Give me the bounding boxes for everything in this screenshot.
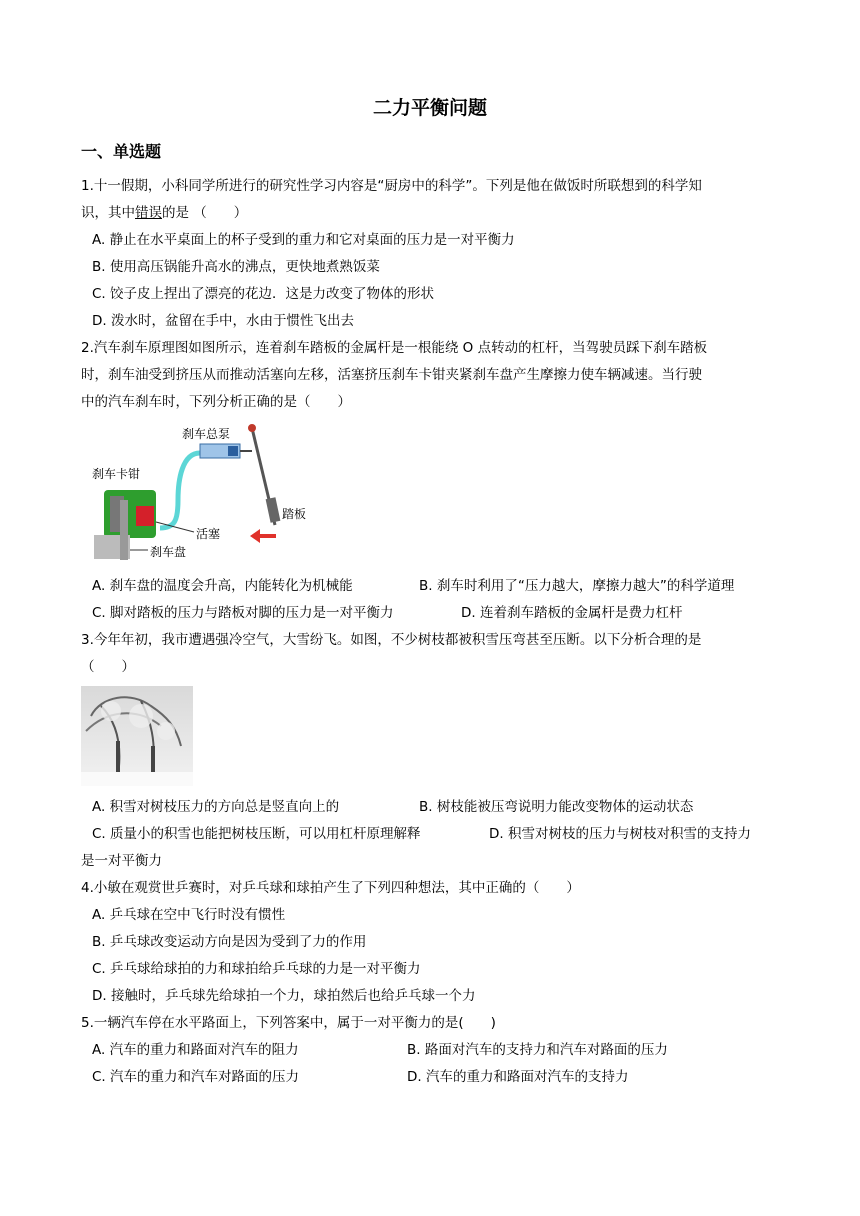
q3-stem-line1: 3.今年年初，我市遭遇强冷空气，大雪纷飞。如图，不少树枝都被积雪压弯甚至压断。以下分析合理的是 [81, 632, 702, 648]
label-pedal: 踏板 [282, 507, 307, 521]
q4-option-a: A. 乒乓球在空中飞行时没有惯性 [92, 907, 286, 923]
q2-stem-line1: 2.汽车刹车原理图如图所示，连着刹车踏板的金属杆是一根能绕 O 点转动的杠杆，当驾驶员踩下刹车踏板 [81, 340, 708, 356]
brake-diagram [90, 420, 330, 565]
pedal-plate [266, 497, 281, 523]
q3-option-c: C. 质量小的积雪也能把树枝压断，可以用杠杆原理解释 [92, 826, 421, 842]
label-piston: 活塞 [196, 527, 221, 541]
q2-option-b: B. 刹车时利用了“压力越大，摩擦力越大”的科学道理 [419, 578, 735, 594]
snow-clump-3 [157, 722, 175, 740]
q4-option-c: C. 乒乓球给球拍的力和球拍给乒乓球的力是一对平衡力 [92, 961, 421, 977]
q3-option-d: D. 积雪对树枝的压力与树枝对积雪的支持力 [489, 826, 751, 842]
q3-option-b: B. 树枝能被压弯说明力能改变物体的运动状态 [419, 799, 694, 815]
q5-stem: 5.一辆汽车停在水平路面上，下列答案中，属于一对平衡力的是( ) [81, 1015, 496, 1031]
q1-option-b: B. 使用高压锅能升高水的沸点，更快地煮熟饭菜 [92, 259, 380, 275]
page-title: 二力平衡问题 [372, 97, 487, 119]
snow-clump-2 [129, 704, 153, 728]
q3-stem-line2: （ ） [81, 659, 135, 675]
q5-option-b: B. 路面对汽车的支持力和汽车对路面的压力 [407, 1042, 668, 1058]
q5-option-d: D. 汽车的重力和路面对汽车的支持力 [407, 1069, 629, 1085]
pivot-point [248, 424, 256, 432]
q1-stem-underlined: 错误 [135, 205, 162, 221]
q1-stem-text-a: 识，其中 [81, 205, 135, 221]
q4-option-b: B. 乒乓球改变运动方向是因为受到了力的作用 [92, 934, 367, 950]
q2-stem-line3: 中的汽车刹车时，下列分析正确的是（ ） [81, 394, 351, 410]
q1-option-a: A. 静止在水平桌面上的杯子受到的重力和它对桌面的压力是一对平衡力 [92, 232, 515, 248]
snow-tree-photo [81, 686, 193, 786]
q2-stem-line2: 时，刹车油受到挤压从而推动活塞向左移，活塞挤压刹车卡钳夹紧刹车盘产生摩擦力使车辆减速。当行驶 [81, 367, 702, 383]
trunk-1 [116, 741, 120, 776]
q1-stem-line1: 1.十一假期，小科同学所进行的研究性学习内容是“厨房中的科学”。下列是他在做饭时所联想到的科学知 [81, 178, 702, 194]
q1-stem-text-b: 的是 （ ） [162, 205, 248, 221]
label-caliper: 刹车卡钳 [92, 467, 141, 481]
label-disc: 刹车盘 [150, 545, 187, 559]
force-arrow [250, 529, 276, 543]
q4-stem: 4.小敏在观赏世乒赛时，对乒乓球和球拍产生了下列四种想法，其中正确的（ ） [81, 880, 580, 896]
q2-option-d: D. 连着刹车踏板的金属杆是费力杠杆 [461, 605, 683, 621]
trunk-2 [151, 746, 155, 776]
snow-tree-svg [81, 686, 193, 786]
q2-option-a: A. 刹车盘的温度会升高，内能转化为机械能 [92, 578, 353, 594]
q5-option-a: A. 汽车的重力和路面对汽车的阻力 [92, 1042, 299, 1058]
brake-pump-end [228, 446, 238, 456]
q1-stem-line2 [81, 203, 247, 223]
q4-option-d: D. 接触时，乒乓球先给球拍一个力，球拍然后也给乒乓球一个力 [92, 988, 476, 1004]
piston [136, 506, 154, 526]
q3-option-a: A. 积雪对树枝压力的方向总是竖直向上的 [92, 799, 340, 815]
section-heading: 一、单选题 [81, 142, 162, 161]
q5-option-c: C. 汽车的重力和汽车对路面的压力 [92, 1069, 300, 1085]
brake-diagram-svg [90, 420, 330, 565]
brake-hose [160, 453, 200, 528]
q1-option-c: C. 饺子皮上捏出了漂亮的花边．这是力改变了物体的形状 [92, 286, 435, 302]
brake-disc [120, 500, 128, 560]
q3-option-d-continued: 是一对平衡力 [81, 853, 162, 869]
label-pump: 刹车总泵 [182, 427, 231, 441]
snow-clump-1 [101, 701, 121, 721]
q1-option-d: D. 泼水时，盆留在手中，水由于惯性飞出去 [92, 313, 354, 329]
snow-ground [81, 772, 193, 786]
q2-option-c: C. 脚对踏板的压力与踏板对脚的压力是一对平衡力 [92, 605, 394, 621]
photo-background [81, 686, 193, 786]
